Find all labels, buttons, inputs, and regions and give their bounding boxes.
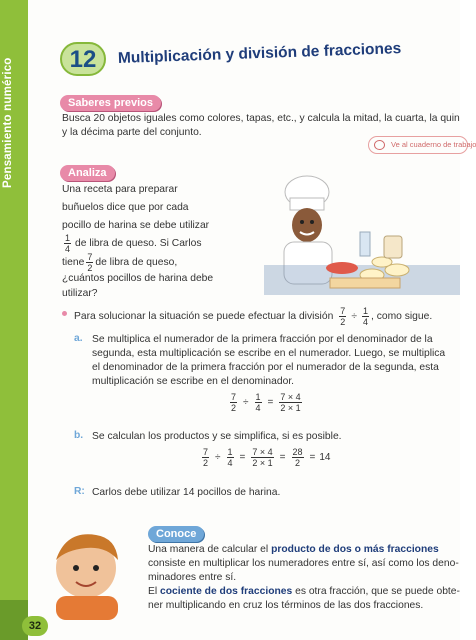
conoce-line-4: El cociente de dos fracciones es otra fracción, que se puede obte-: [148, 586, 460, 597]
analiza-line-3: pocillo de harina se debe utilizar: [62, 220, 210, 231]
answer-text: Carlos debe utilizar 14 pocillos de harina.: [92, 487, 281, 498]
analiza-question-2: utilizar?: [62, 288, 98, 299]
chef-illustration: [262, 170, 462, 300]
step-b-text: Se calculan los productos y se simplifica, si es posible.: [92, 431, 342, 442]
answer-label: R:: [74, 486, 85, 497]
analiza-line-1: Una receta para preparar: [62, 184, 178, 195]
conoce-line-1: Una manera de calcular el producto de dos o más fracciones: [148, 544, 439, 555]
step-a-line-2: segunda, esta multiplicación se escribe en el numerador. Luego, se multiplica: [92, 348, 446, 359]
conoce-line-3: minadores entre sí.: [148, 572, 237, 583]
conoce-pill: Conoce: [148, 526, 204, 542]
fraction-1-4: 1 4: [65, 233, 71, 254]
analiza-question-1: ¿cuántos pocillos de harina debe: [62, 273, 214, 284]
lesson-number: 12: [69, 46, 97, 73]
conoce-line-5: ner multiplicando en cruz los términos de las dos fracciones.: [148, 600, 424, 611]
step-a-line-4: multiplicación se escribe en el denominador.: [92, 376, 295, 387]
cuaderno-label: Ve al cuaderno de trabajo: [391, 140, 476, 149]
fraction-7-2: 7 2: [87, 252, 93, 273]
saberes-line-2: y la décima parte del conjunto.: [62, 127, 202, 138]
page-title: Multiplicación y división de fracciones: [117, 40, 402, 67]
page-number: 32: [22, 616, 48, 636]
cuaderno-link[interactable]: [368, 136, 476, 154]
step-a-line-1: Se multiplica el numerador de la primera fracción por el denominador de la: [92, 334, 433, 345]
analiza-line-4: 1 4 de libra de queso. Si Carlos: [65, 233, 202, 254]
equation-b: $\frac{7}{2}$ ÷ $\frac{1}{4}$ = $\frac{7 \times 4}{2 \times 1}$ = $\frac{28}{2}$ = 14: [203, 447, 331, 468]
solution-intro: Para solucionar la situación se puede efectuar la división $\frac{7}{2}$ ÷ $\frac{1}{4}$ , como sigue.: [74, 306, 433, 327]
step-a-line-3: el denominador de la primera fracción por el numerador de la segunda, esta: [92, 362, 439, 373]
boy-illustration: [36, 520, 146, 620]
saberes-line-1: Busca 20 objetos iguales como colores, tapas, etc., y calcula la mitad, la cuarta, la quin: [62, 113, 460, 124]
section-label: Pensamiento numérico: [2, 57, 14, 189]
lesson-number-badge: [60, 42, 106, 76]
analiza-pill: Analiza: [60, 165, 115, 181]
bullet: [62, 311, 67, 316]
equation-a: $\frac{7}{2}$ ÷ $\frac{1}{4}$ = $\frac{7 \times 4}{2 \times 1}$: [231, 392, 301, 413]
analiza-line-5: tiene 7 2 de libra de queso,: [62, 252, 178, 273]
analiza-line-2: buñuelos dice que por cada: [62, 202, 189, 213]
step-a-label: a.: [74, 333, 83, 344]
step-b-label: b.: [74, 430, 84, 441]
eye-icon: [374, 140, 385, 150]
saberes-previos-pill: Saberes previos: [60, 95, 161, 111]
conoce-line-2: consiste en multiplicar los numeradores entre sí, así como los deno-: [148, 558, 459, 569]
sidebar-band: [0, 0, 28, 640]
